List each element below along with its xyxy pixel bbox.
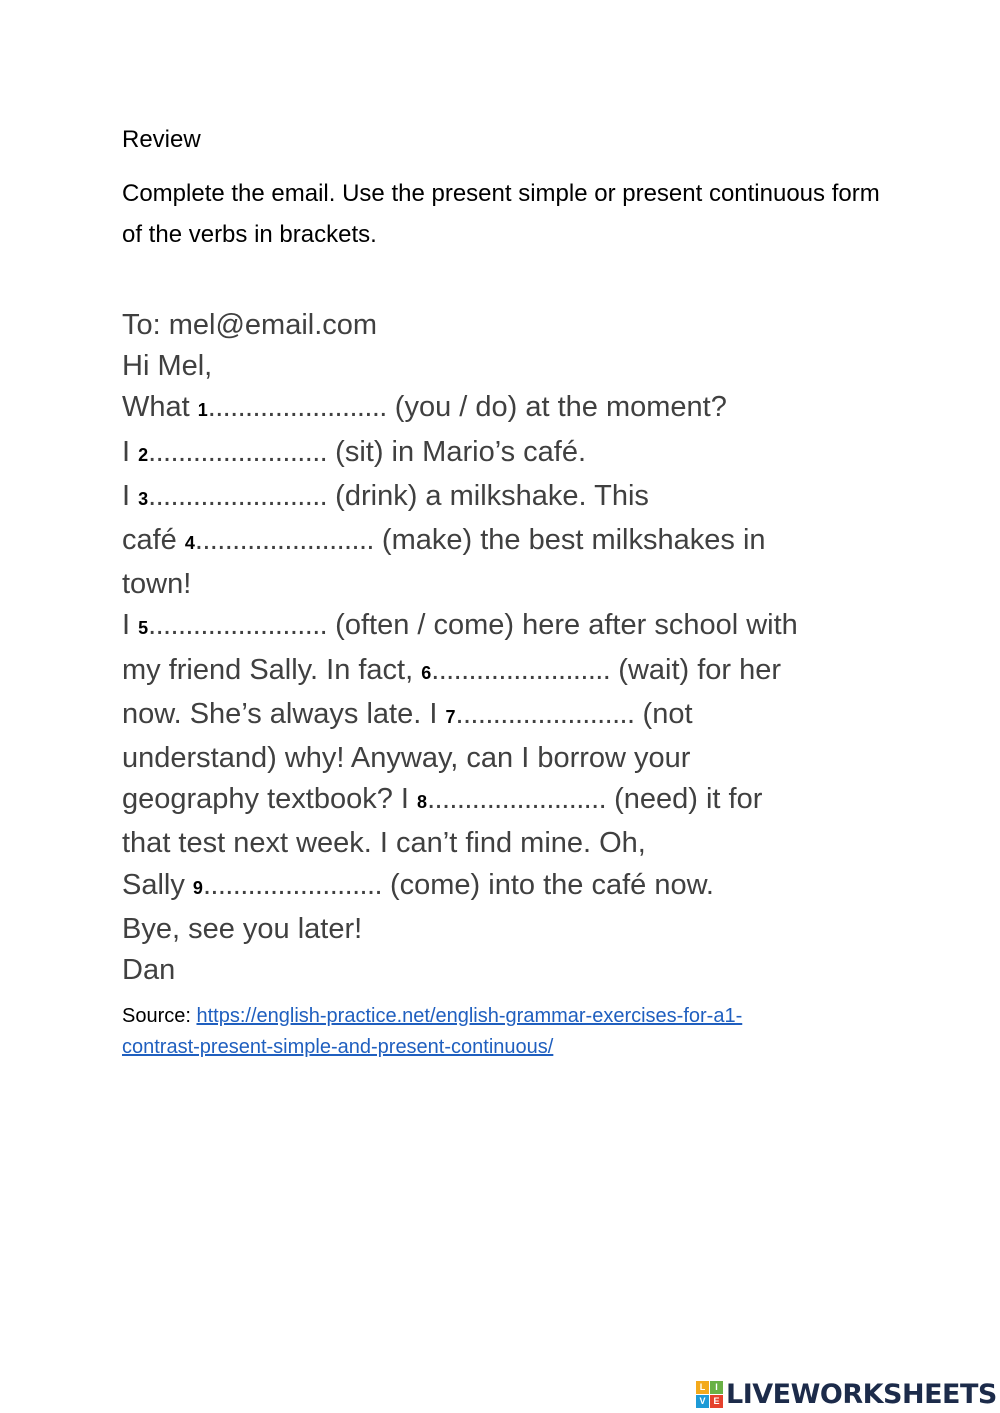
email-line-8 [122,779,882,823]
text-after-9: (come) into the café now. [381,868,714,901]
source-link-line-2: contrast-present-simple-and-present-continuous/ [122,1036,554,1058]
logo-mark-l: L [696,1381,709,1394]
logo-mark-i: I [710,1381,723,1394]
source-citation [122,1001,882,1063]
text-before-4: café [122,524,185,557]
blank-input-4[interactable]: ........................ [194,524,374,557]
text-after-7: (not [634,697,693,730]
source-link-line-1: https://english-practice.net/english-grammar-exercises-for-a1- [196,1005,743,1027]
email-line-7 [122,694,882,738]
text-after-4: (make) the best milkshakes in [373,524,766,557]
blank-number-7: 7 [445,706,456,727]
email-line-2 [122,432,882,476]
email-line-understand: understand) why! Anyway, can I borrow your [122,742,691,775]
blank-number-6: 6 [421,662,432,683]
email-line-9 [122,865,882,909]
blank-number-5: 5 [138,618,149,639]
text-after-1: (you / do) at the moment? [386,391,727,424]
text-after-6: (wait) for her [610,653,782,686]
email-line-3 [122,476,882,520]
text-before-5: I [122,609,139,642]
email-line-5 [122,605,882,649]
email-line-6 [122,650,882,694]
logo-text: LIVEWORKSHEETS [726,1378,997,1410]
blank-input-3[interactable]: ........................ [148,479,328,512]
blank-input-7[interactable]: ........................ [455,697,635,730]
blank-input-8[interactable]: ........................ [427,783,607,816]
text-after-5: (often / come) here after school with [327,609,798,642]
text-after-8: (need) it for [606,783,763,816]
page-heading: Review [122,126,201,153]
blank-number-3: 3 [138,488,149,509]
text-before-2: I [122,435,139,468]
text-before-9: Sally [122,868,193,901]
text-before-1: What [122,391,198,424]
text-before-3: I [122,479,139,512]
text-before-8: geography textbook? I [122,783,418,816]
blank-number-4: 4 [184,533,195,554]
email-line-1 [122,387,882,431]
text-before-7: now. She’s always late. I [122,697,446,730]
blank-number-1: 1 [197,400,208,421]
blank-number-9: 9 [192,877,203,898]
email-line-town: town! [122,568,192,601]
text-before-6: my friend Sally. In fact, [122,653,422,686]
email-signoff: Bye, see you later! [122,912,363,945]
source-label: Source: [122,1005,197,1027]
email-line-test: that test next week. I can’t find mine. Oh, [122,827,646,860]
liveworksheets-logo [696,1376,997,1412]
email-greeting: Hi Mel, [122,350,213,383]
logo-mark-icon [696,1381,723,1408]
text-after-2: (sit) in Mario’s café. [327,435,587,468]
blank-input-9[interactable]: ........................ [202,868,382,901]
logo-mark-e: E [710,1395,723,1408]
email-line-4 [122,520,882,564]
blank-number-2: 2 [138,444,149,465]
blank-input-2[interactable]: ........................ [148,435,328,468]
source-link[interactable] [122,1005,742,1058]
blank-number-8: 8 [417,792,428,813]
instructions-text: Complete the email. Use the present simple or present continuous form of the verbs in brackets. [122,180,880,248]
blank-input-1[interactable]: ........................ [207,391,387,424]
email-signature: Dan [122,954,176,987]
email-body [122,305,882,991]
logo-mark-v: V [696,1395,709,1408]
blank-input-6[interactable]: ........................ [431,653,611,686]
blank-input-5[interactable]: ........................ [148,609,328,642]
text-after-3: (drink) a milkshake. This [327,479,649,512]
email-to-line: To: mel@email.com [122,309,378,341]
